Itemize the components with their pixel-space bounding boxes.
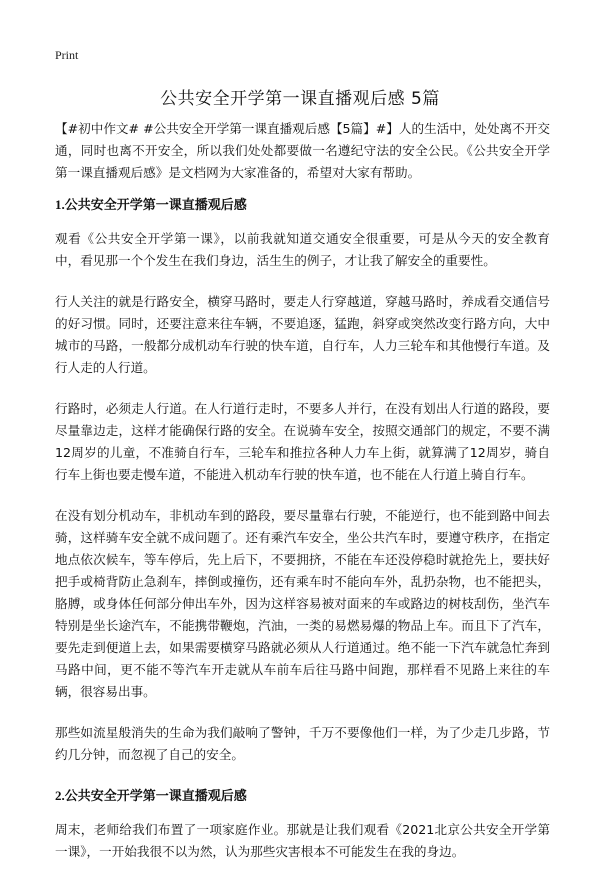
section-heading-1: 1.公共安全开学第一课直播观后感 <box>55 197 247 212</box>
document-title: 公共安全开学第一课直播观后感 5篇 <box>160 89 440 109</box>
section-1-paragraph-1: 观看《公共安全开学第一课》，以前我就知道交通安全很重要，可是从今天的安全教育中，看见那一个个发生在我们身边，活生生的例子，才让我了解安全的重要性。 <box>55 231 550 268</box>
section-1-paragraph-2: 行人关注的就是行路安全，横穿马路时，要走人行穿越道，穿越马路时，养成看交通信号的好习惯。同时，还要注意来往车辆，不要追逐，猛跑，斜穿或突然改变行路方向，大中城市的马路，一般都分成机动车行驶的快车道，自行车，人力三轮车和其他慢行车道。及行人走的人行道。 <box>55 294 550 375</box>
print-label: Print <box>55 48 79 62</box>
document-body <box>55 118 550 882</box>
section-1-paragraph-4: 在没有划分机动车，非机动车到的路段，要尽量靠右行驶，不能逆行，也不能到路中间去骑，这样骑车安全就不成问题了。还有乘汽车安全，坐公共汽车时，要遵守秩序，在指定地点依次候车，等车停后，先上后下，不要拥挤，不能在车还没停稳时就抢先上，要扶好把手或椅背防止急刹车，摔倒或撞伤，还有乘车时不能向车外，乱扔杂物，也不能把头，胳膊，或身体任何部分伸出车外，因为这样容易被对面来的车或路边的树枝刮伤，坐汽车特别是坐长途汽车，不能携带鞭炮，汽油，一类的易燃易爆的物品上车。而且下了汽车，要先走到便道上去，如果需要横穿马路就必须从人行道通过。绝不能一下汽车就急忙奔到马路中间，更不能不等汽车开走就从车前车后往马路中间跑，那样看不见路上来往的车辆，很容易出事。 <box>55 508 550 699</box>
section-1-paragraph-3: 行路时，必须走人行道。在人行道行走时，不要多人并行，在没有划出人行道的路段，要尽量靠边走，这样才能确保行路的安全。在说骑车安全，按照交通部门的规定，不要不满12周岁的儿童，不准骑自行车，三轮车和推拉各种人力车上街，就算满了12周岁，骑自行车上街也要走慢车道，不能进入机动车行驶的快车道，也不能在人行道上骑自行车。 <box>55 401 550 482</box>
section-1-paragraph-5: 那些如流星般消失的生命为我们敲响了警钟，千万不要像他们一样，为了少走几步路，节约几分钟，而忽视了自己的安全。 <box>55 725 550 762</box>
section-heading-2: 2.公共安全开学第一课直播观后感 <box>55 788 247 803</box>
section-2-paragraph-1: 周末，老师给我们布置了一项家庭作业。那就是让我们观看《2021北京公共安全开学第一课》，一开始我很不以为然，认为那些灾害根本不可能发生在我的身边。 <box>55 822 550 859</box>
intro-paragraph: 【#初中作文# #公共安全开学第一课直播观后感【5篇】#】人的生活中，处处离不开交通，同时也离不开安全，所以我们处处都要做一名遵纪守法的安全公民。《公共安全开学第一课直播观后感》是文档网为大家准备的，希望对大家有帮助。 <box>55 121 551 180</box>
